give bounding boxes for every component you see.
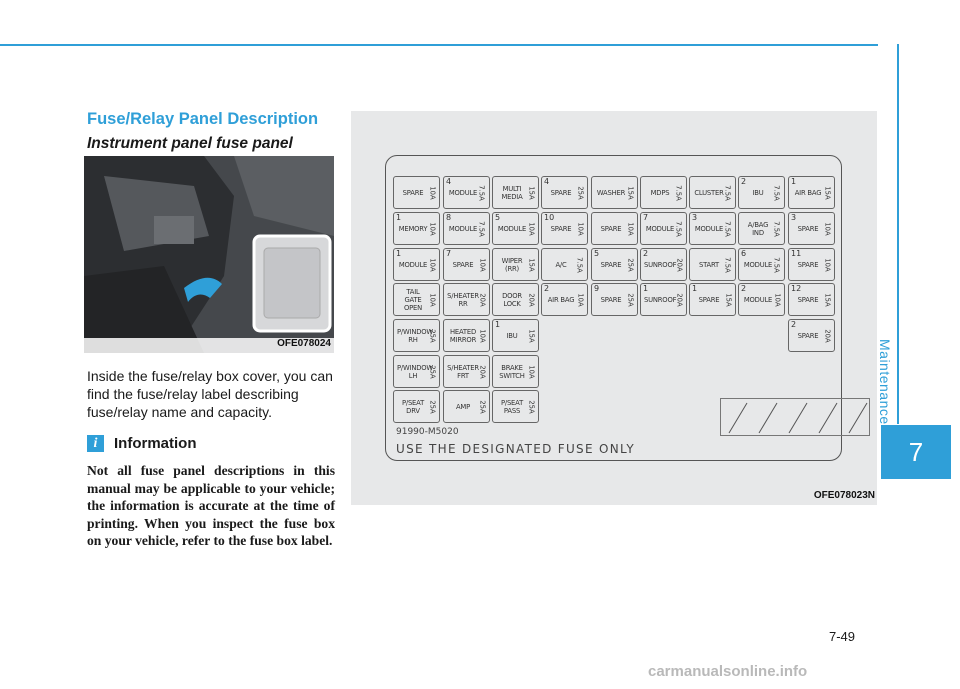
fuse-name: MODULE xyxy=(743,260,773,269)
info-title: Information xyxy=(114,435,197,452)
fuse-rating: 15A xyxy=(527,185,536,200)
fuse-name: P/SEAT DRV xyxy=(401,398,425,415)
fuse-rating: 10A xyxy=(428,221,437,236)
fuse-slot xyxy=(788,176,835,209)
fuse-rating: 20A xyxy=(675,292,684,307)
fuse-slot xyxy=(393,212,440,245)
fuse-name: SPARE xyxy=(452,260,474,269)
panel-part-number: 91990-M5020 xyxy=(396,427,459,437)
fuse-slot xyxy=(591,212,638,245)
fuse-slot xyxy=(492,212,539,245)
fuse-name: P/WINDOW RH xyxy=(397,327,433,344)
fuse-slot xyxy=(492,176,539,209)
fuse-rating: 10A xyxy=(823,257,832,272)
fuse-name: MODULE xyxy=(448,188,478,197)
fuse-name: SPARE xyxy=(550,224,572,233)
fuse-rating: 10A xyxy=(773,292,782,307)
fuse-name: MODULE xyxy=(398,260,428,269)
fuse-rating: 15A xyxy=(527,257,536,272)
fuse-number: 2 xyxy=(643,249,649,258)
fuse-rating: 10A xyxy=(576,292,585,307)
fuse-rating: 15A xyxy=(724,292,733,307)
fuse-name: MODULE xyxy=(497,224,527,233)
fuse-number: 7 xyxy=(643,213,649,222)
fuse-slot xyxy=(443,390,490,423)
fuse-name: CLUSTER xyxy=(694,188,724,197)
fuse-name: START xyxy=(699,260,719,269)
fuse-name: WASHER xyxy=(596,188,626,197)
fuse-slot xyxy=(738,212,785,245)
fuse-rating: 7.5A xyxy=(772,256,781,273)
chapter-number: 7 xyxy=(881,425,951,479)
fuse-name: MDPS xyxy=(650,188,670,197)
side-tab-line xyxy=(897,44,899,424)
fuse-rating: 10A xyxy=(527,364,536,379)
fuse-slot xyxy=(443,319,490,352)
fuse-cover-illustration xyxy=(84,156,334,353)
fuse-name: BRAKE SWITCH xyxy=(499,363,525,380)
info-icon: i xyxy=(87,435,104,452)
info-heading xyxy=(87,435,197,452)
fuse-number: 8 xyxy=(446,213,452,222)
fuse-name: A/BAG IND xyxy=(747,220,769,237)
fuse-number: 2 xyxy=(544,284,550,293)
fuse-slot xyxy=(443,283,490,316)
page-number: 7-49 xyxy=(829,629,856,644)
fuse-slot xyxy=(541,176,588,209)
fuse-rating: 7.5A xyxy=(723,220,732,237)
fuse-number: 2 xyxy=(741,284,747,293)
fuse-name: SPARE xyxy=(600,295,622,304)
fuse-slot xyxy=(393,319,440,352)
fuse-slot xyxy=(443,176,490,209)
fuse-slot xyxy=(689,212,736,245)
fuse-number: 1 xyxy=(791,177,797,186)
fuse-number: 3 xyxy=(791,213,797,222)
fuse-slot xyxy=(738,176,785,209)
fuse-number: 2 xyxy=(791,320,797,329)
fuse-slot xyxy=(492,283,539,316)
fuse-slot xyxy=(788,319,835,352)
watermark: carmanualsonline.info xyxy=(648,663,808,680)
fuse-panel-diagram xyxy=(351,111,877,505)
panel-note: USE THE DESIGNATED FUSE ONLY xyxy=(396,442,635,456)
fuse-rating: 10A xyxy=(428,257,437,272)
fuse-slot xyxy=(443,212,490,245)
fuse-rating: 25A xyxy=(428,399,437,414)
fuse-rating: 25A xyxy=(428,328,437,343)
fuse-slot xyxy=(640,212,687,245)
fuse-name: IBU xyxy=(752,188,764,197)
fuse-name: MEMORY xyxy=(398,224,428,233)
fuse-slot xyxy=(591,248,638,281)
fuse-slot xyxy=(393,390,440,423)
fuse-slot xyxy=(689,176,736,209)
fuse-slot xyxy=(393,355,440,388)
fuse-rating: 10A xyxy=(478,257,487,272)
fuse-name: P/WINDOW LH xyxy=(397,363,433,380)
fuse-slot xyxy=(393,283,440,316)
fuse-rating: 15A xyxy=(626,185,635,200)
fuse-number: 4 xyxy=(544,177,550,186)
fuse-name: AMP xyxy=(455,402,470,411)
fuse-name: MODULE xyxy=(694,224,724,233)
fuse-slot xyxy=(393,248,440,281)
fuse-number: 5 xyxy=(495,213,501,222)
fuse-slot xyxy=(591,176,638,209)
fuse-rating: 7.5A xyxy=(477,220,486,237)
fuse-rating: 7.5A xyxy=(674,220,683,237)
fuse-slot xyxy=(393,176,440,209)
fuse-name: S/HEATER FRT xyxy=(447,363,479,380)
fuse-name: SPARE xyxy=(797,295,819,304)
fuse-rating: 7.5A xyxy=(723,256,732,273)
fuse-rating: 7.5A xyxy=(772,184,781,201)
fuse-name: SPARE xyxy=(698,295,720,304)
fuse-number: 4 xyxy=(446,177,452,186)
fuse-rating: 10A xyxy=(823,221,832,236)
fuse-rating: 7.5A xyxy=(723,184,732,201)
fuse-slot xyxy=(541,248,588,281)
fuse-number: 1 xyxy=(396,213,402,222)
fuse-rating: 7.5A xyxy=(477,184,486,201)
fuse-slot xyxy=(640,283,687,316)
fuse-slot xyxy=(738,248,785,281)
fuse-rating: 10A xyxy=(478,328,487,343)
fuse-name: SPARE xyxy=(797,260,819,269)
fuse-rating: 7.5A xyxy=(674,184,683,201)
fuse-rating: 20A xyxy=(527,292,536,307)
fuse-rating: 10A xyxy=(576,221,585,236)
fuse-slot xyxy=(640,176,687,209)
fuse-slot xyxy=(640,248,687,281)
fuse-name: A/C xyxy=(555,260,567,269)
fuse-name: SPARE xyxy=(797,224,819,233)
fuse-slot xyxy=(492,355,539,388)
fuse-name: MODULE xyxy=(448,224,478,233)
fuse-rating: 25A xyxy=(576,185,585,200)
fuse-rating: 15A xyxy=(527,328,536,343)
fuse-rating: 20A xyxy=(823,328,832,343)
fuse-cover-photo xyxy=(84,156,334,353)
diagram-code: OFE078023N xyxy=(813,490,875,501)
fuse-name: SPARE xyxy=(600,224,622,233)
fuse-name: SUNROOF xyxy=(644,295,677,304)
fuse-number: 6 xyxy=(741,249,747,258)
fuse-slot xyxy=(788,212,835,245)
fuse-slot xyxy=(541,212,588,245)
fuse-name: SPARE xyxy=(600,260,622,269)
fuse-number: 9 xyxy=(594,284,600,293)
fuse-slot xyxy=(492,390,539,423)
photo-code: OFE078024 xyxy=(84,338,334,354)
fuse-rating: 10A xyxy=(428,185,437,200)
hatched-area xyxy=(720,398,870,436)
fuse-slot xyxy=(738,283,785,316)
section-title: Fuse/Relay Panel Description xyxy=(87,110,319,128)
fuse-rating: 25A xyxy=(428,364,437,379)
fuse-number: 2 xyxy=(741,177,747,186)
fuse-rating: 10A xyxy=(428,292,437,307)
fuse-rating: 7.5A xyxy=(772,220,781,237)
fuse-rating: 15A xyxy=(823,185,832,200)
fuse-number: 1 xyxy=(396,249,402,258)
fuse-rating: 7.5A xyxy=(575,256,584,273)
fuse-rating: 25A xyxy=(626,292,635,307)
fuse-slot xyxy=(788,248,835,281)
chapter-label: Maintenance xyxy=(877,339,893,425)
fuse-slot xyxy=(689,283,736,316)
fuse-rating: 25A xyxy=(626,257,635,272)
fuse-name: SPARE xyxy=(550,188,572,197)
fuse-slot xyxy=(492,248,539,281)
fuse-number: 1 xyxy=(692,284,698,293)
fuse-slot xyxy=(788,283,835,316)
fuse-number: 1 xyxy=(643,284,649,293)
fuse-name: S/HEATER RR xyxy=(447,291,479,308)
fuse-rating: 15A xyxy=(823,292,832,307)
fuse-name: SUNROOF xyxy=(644,260,677,269)
fuse-name: TAIL GATE OPEN xyxy=(403,287,423,312)
fuse-name: MODULE xyxy=(743,295,773,304)
fuse-number: 7 xyxy=(446,249,452,258)
body-paragraph: Inside the fuse/relay box cover, you can find the fuse/relay label describing fuse/relay name and capacity. xyxy=(87,368,333,420)
fuse-name: WIPER (RR) xyxy=(501,256,523,273)
fuse-name: SPARE xyxy=(797,331,819,340)
top-rule xyxy=(0,44,878,46)
fuse-name: AIR BAG xyxy=(794,188,822,197)
fuse-name: MULTI MEDIA xyxy=(501,184,523,201)
fuse-number: 3 xyxy=(692,213,698,222)
fuse-rating: 20A xyxy=(675,257,684,272)
fuse-name: MODULE xyxy=(645,224,675,233)
fuse-rating: 25A xyxy=(527,399,536,414)
fuse-number: 10 xyxy=(544,213,555,222)
fuse-name: P/SEAT PASS xyxy=(500,398,524,415)
fuse-rating: 20A xyxy=(478,292,487,307)
fuse-slot xyxy=(591,283,638,316)
fuse-slot xyxy=(443,355,490,388)
fuse-rating: 10A xyxy=(527,221,536,236)
fuse-slot xyxy=(492,319,539,352)
section-subtitle: Instrument panel fuse panel xyxy=(87,135,293,152)
fuse-slot xyxy=(541,283,588,316)
fuse-name: IBU xyxy=(506,331,518,340)
fuse-name: DOOR LOCK xyxy=(502,291,522,308)
fuse-slot xyxy=(689,248,736,281)
fuse-number: 12 xyxy=(791,284,802,293)
fuse-name: AIR BAG xyxy=(547,295,575,304)
info-paragraph: Not all fuse panel descriptions in this manual may be applicable to your vehicle; the information is accurate at the time of printing. When you inspect the fuse box on your vehicle, refer to the fuse box label. xyxy=(87,463,335,548)
fuse-name: HEATED MIRROR xyxy=(449,327,477,344)
fuse-number: 11 xyxy=(791,249,802,258)
fuse-slot xyxy=(443,248,490,281)
fuse-rating: 20A xyxy=(478,364,487,379)
fuse-name: SPARE xyxy=(402,188,424,197)
fuse-rating: 10A xyxy=(626,221,635,236)
fuse-number: 5 xyxy=(594,249,600,258)
fuse-panel-outline xyxy=(385,155,842,461)
fuse-number: 1 xyxy=(495,320,501,329)
fuse-rating: 25A xyxy=(478,399,487,414)
